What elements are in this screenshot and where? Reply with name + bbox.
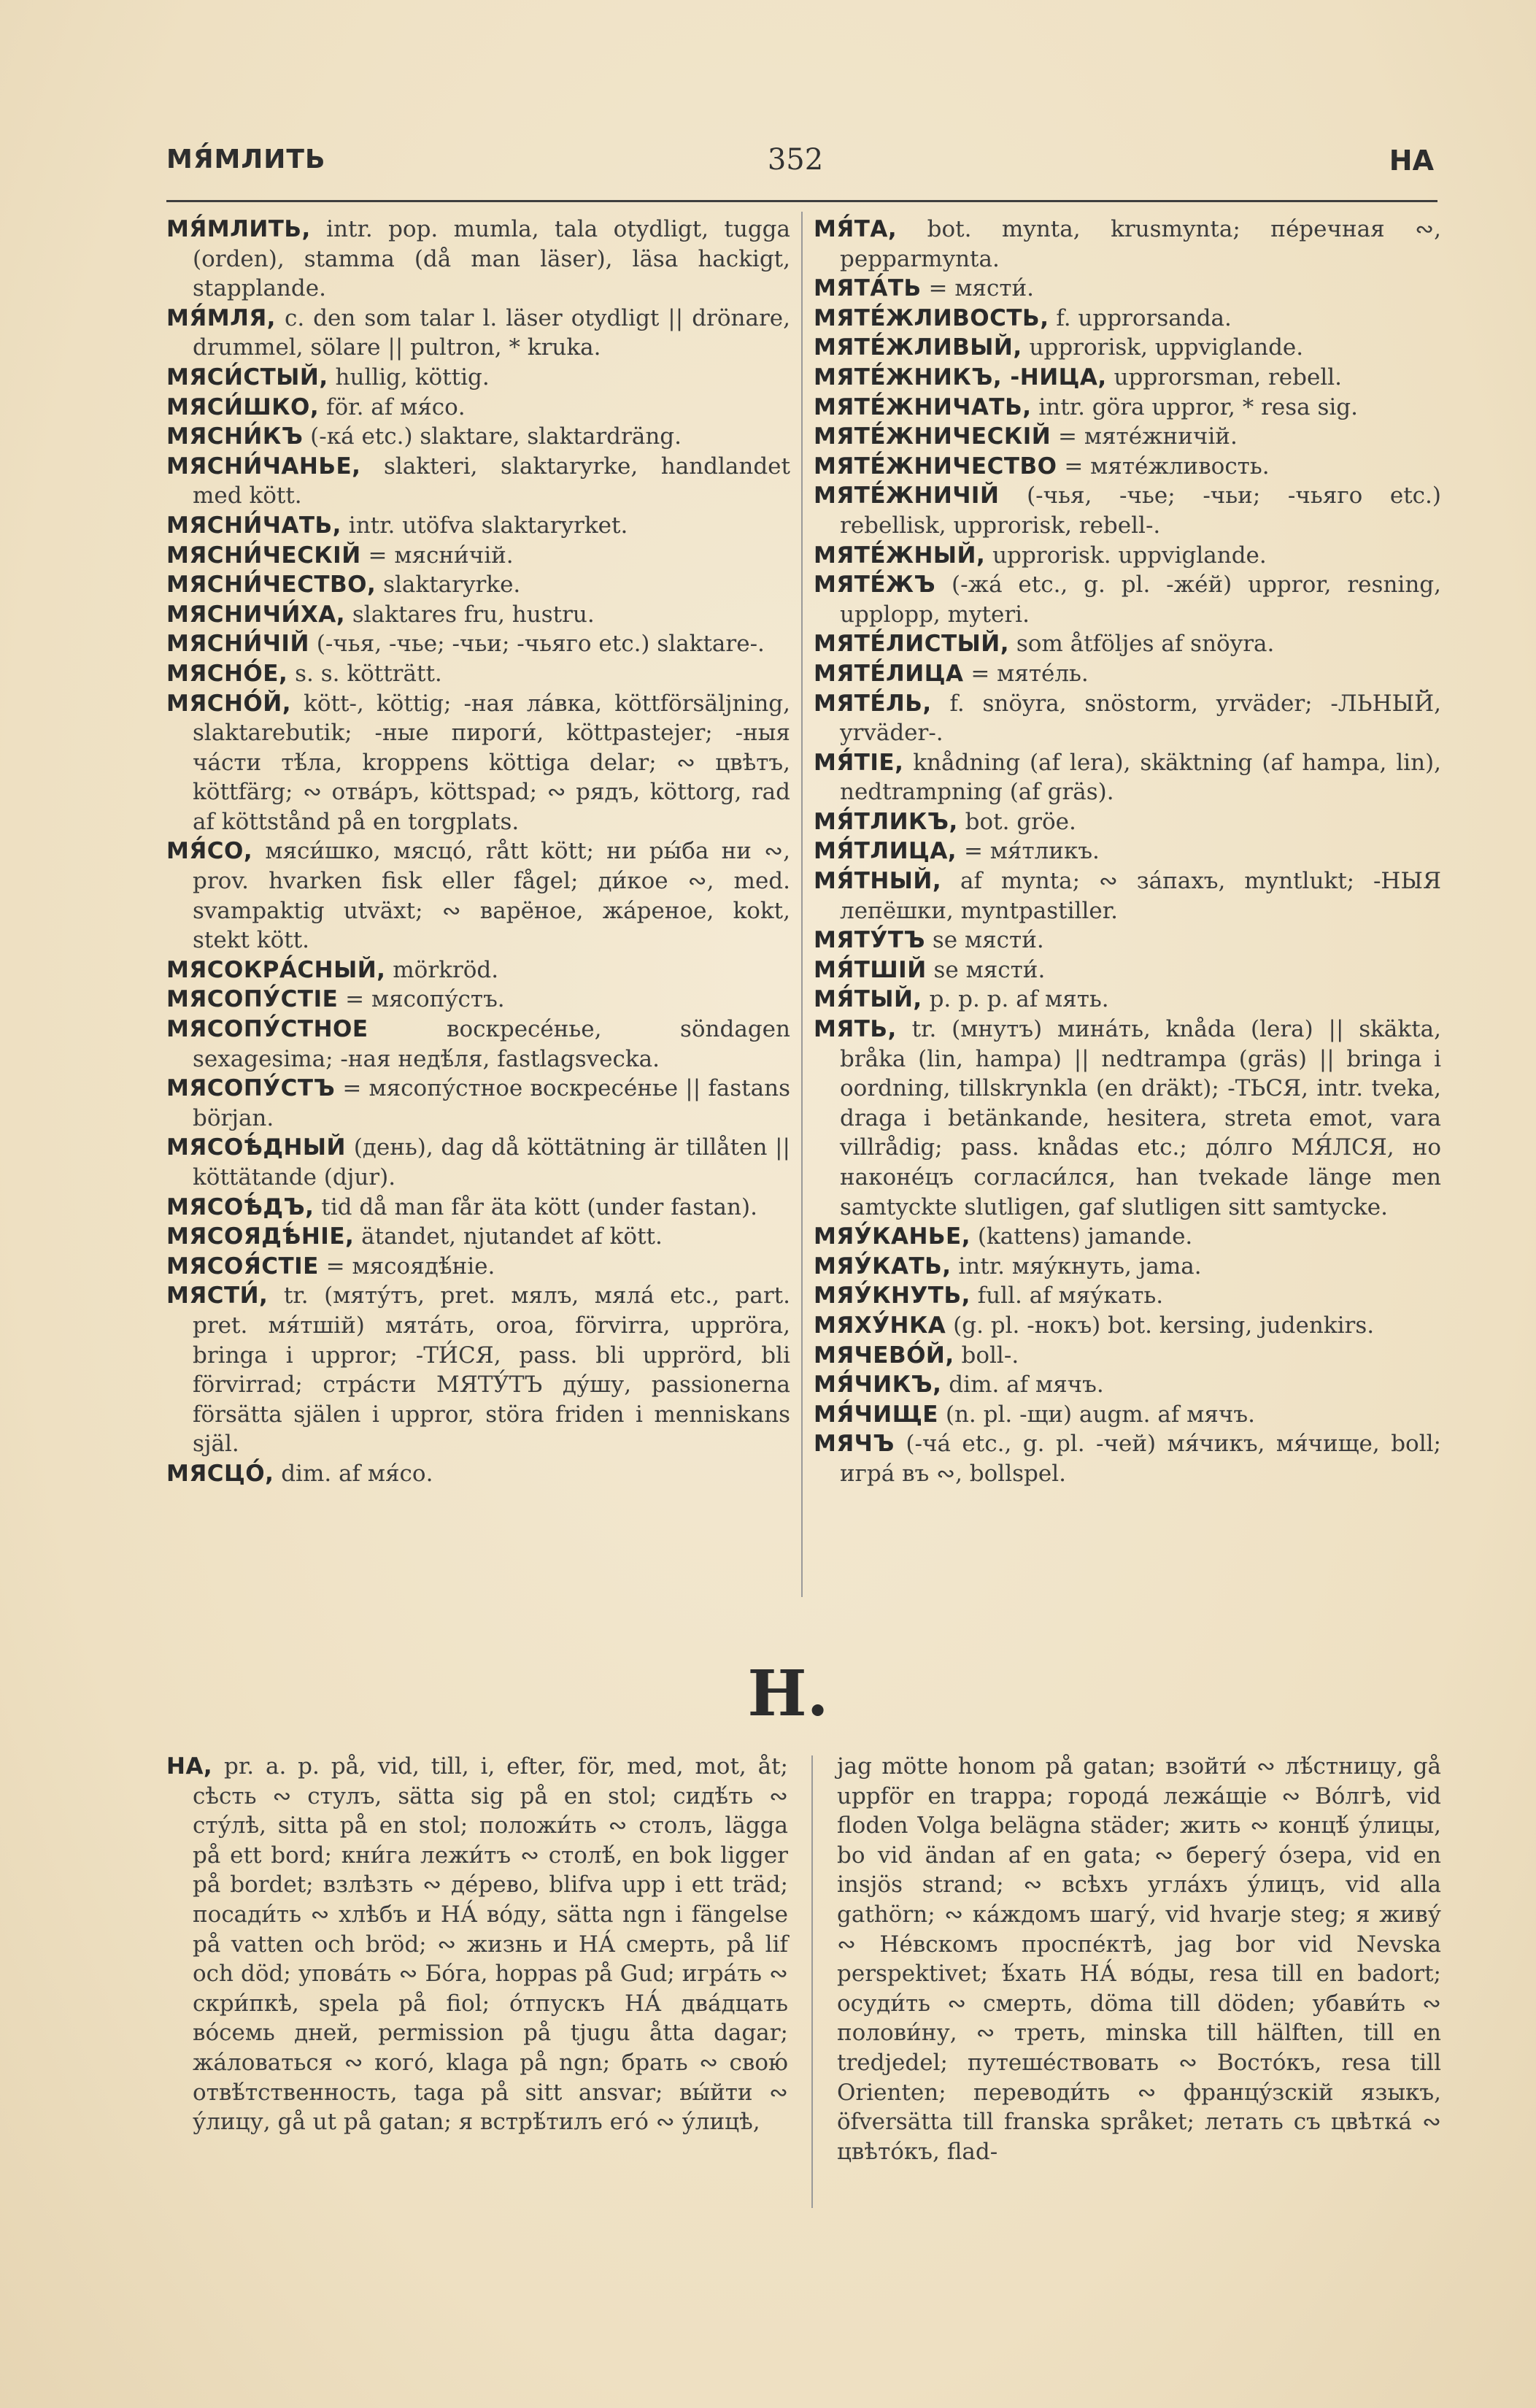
dictionary-entry — [814, 570, 1441, 629]
entry-headword: МЯТУ́ТЪ — [814, 927, 926, 954]
entry-headword: МЯТЕ́ЛИЦА — [814, 660, 964, 687]
entry-headword: МЯТЕ́ЖНИЧЕСКІЙ — [814, 423, 1051, 450]
entry-definition: af mynta; ∾ за́пахъ, myntlukt; -НЫЯ лепёшки, myntpastiller. — [840, 868, 1441, 924]
entry-definition: slaktaryrke. — [376, 572, 521, 599]
entry-definition: pr. a. p. på, vid, till, i, efter, för, med, mot, åt; сѣсть ∾ стулъ, sätta sig på en stol; сидѣ́ть ∾ сту́лѣ, sitta på en stol; положи́ть ∾ столъ, lägga på ett bord; кни́га лежи́тъ ∾ столѣ́, en bok ligger på bordet; взлѣзть ∾ де́рево, blifva upp i ett träd; посади́ть ∾ хлѣбъ и НА́ во́ду, sätta ngn i fängelse på vatten och bröd; ∾ жизнь и НА́ смерть, på lif och död; упова́ть ∾ Бо́га, hoppas på Gud; игра́ть ∾ скри́пкѣ, spela på fiol; о́тпускъ НА́ два́дцать во́семь дней, permission på tjugu åtta dagar; жа́ловаться ∾ кого́, klaga på ngn; брать ∾ свою́ отвѣ́тственность, taga på sitt ansvar; вы́йти ∾ у́лицу, gå ut på gatan; я встрѣ́тилъ его́ ∾ у́лицѣ, — [193, 1753, 788, 2136]
entry-headword: МЯ́ТНЫЙ, — [814, 868, 942, 895]
entry-definition: ätandet, njutandet af kött. — [354, 1223, 663, 1250]
dictionary-entry — [814, 926, 1441, 955]
entry-headword: МЯСНО́Й, — [166, 690, 291, 717]
header-rule — [166, 200, 1437, 202]
entry-definition: tid då man får äta kött (under fastan). — [314, 1193, 757, 1220]
entry-headword: МЯСОѢ́ДНЫЙ — [166, 1134, 346, 1161]
entry-headword: МЯСИ́СТЫЙ, — [166, 363, 328, 391]
entry-headword: МЯСОѢ́ДЪ, — [166, 1193, 314, 1220]
entry-definition: (-чья, -чье; -чьи; -чьяго etc.) rebellisk, upprorisk, rebell-. — [840, 482, 1441, 539]
dictionary-entry — [166, 659, 790, 689]
dictionary-entry — [166, 452, 790, 511]
dictionary-entry — [814, 422, 1441, 452]
dictionary-entry — [166, 1222, 790, 1252]
entry-headword: МЯТЕ́ЖЛИВОСТЬ, — [814, 304, 1049, 331]
entry-headword: МЯТЕ́ЖНИЧЕСТВО — [814, 453, 1057, 480]
dictionary-entry — [814, 689, 1441, 748]
entry-definition: knådning (af lera), skäktning (af hampa, lin), nedtrampning (af gräs). — [840, 749, 1441, 806]
entry-definition: = мясопу́стъ. — [338, 986, 505, 1013]
section-letter: Н. — [747, 1657, 829, 1731]
entry-headword: МЯ́ТЫЙ, — [814, 986, 922, 1013]
entry-definition: = мяте́жничій. — [1051, 423, 1238, 450]
entry-definition: f. upprorsanda. — [1049, 304, 1232, 331]
entry-headword: МЯСЦО́, — [166, 1460, 274, 1487]
dictionary-entry — [814, 629, 1441, 659]
dictionary-entry — [814, 985, 1441, 1015]
dictionary-entry — [814, 748, 1441, 807]
dictionary-entry — [166, 304, 790, 363]
entry-headword: МЯСТИ́, — [166, 1282, 269, 1309]
entry-headword: МЯУ́КНУТЬ, — [814, 1282, 970, 1309]
dictionary-entry — [166, 570, 790, 600]
na-right-column — [837, 1752, 1441, 2166]
entry-headword: МЯТЕ́ЖНЫЙ, — [814, 542, 986, 569]
dictionary-entry — [814, 1222, 1441, 1252]
dictionary-entry — [814, 333, 1441, 363]
entry-definition: dim. af мя́со. — [274, 1460, 433, 1487]
entry-definition: (kattens) jamande. — [970, 1223, 1193, 1250]
running-head-left: МЯ́МЛИТЬ — [166, 145, 326, 174]
dictionary-entry — [814, 836, 1441, 866]
entry-definition: upprorisk, uppviglande. — [1022, 334, 1304, 361]
right-column — [814, 215, 1441, 1489]
page-number: 352 — [767, 143, 824, 177]
entry-definition: = мясоядѣ́ніе. — [318, 1253, 495, 1280]
entry-definition: c. den som talar l. läser otydligt || drönare, drummel, sölare || pultron, * kruka. — [193, 304, 790, 361]
dictionary-entry — [166, 629, 790, 659]
entry-headword: МЯТА́ТЬ — [814, 275, 922, 302]
entry-headword: МЯТЕ́ЛЬ, — [814, 690, 932, 717]
entry-headword: МЯТЕ́ЖЪ — [814, 572, 936, 599]
entry-headword: МЯСНИ́КЪ — [166, 423, 304, 450]
entry-definition: s. s. kötträtt. — [287, 660, 442, 687]
entry-definition: bot. gröe. — [957, 808, 1076, 835]
entry-definition: (-ка́ etc.) slaktare, slaktardräng. — [303, 423, 682, 450]
entry-headword: МЯ́ЧИКЪ, — [814, 1372, 942, 1399]
dictionary-entry — [166, 215, 790, 304]
dictionary-entry — [166, 511, 790, 541]
dictionary-entry — [814, 1015, 1441, 1222]
entry-definition: som åtföljes af snöyra. — [1008, 631, 1275, 658]
dictionary-entry — [814, 1429, 1441, 1488]
entry-definition: воскресе́нье, söndagen sexagesima; -ная недѣ́ля, fastlagsvecka. — [193, 1016, 790, 1072]
entry-headword: МЯСОПУ́СТЪ — [166, 1075, 336, 1102]
entry-definition: hullig, köttig. — [328, 363, 490, 391]
entry-headword: МЯСОПУ́СТІЕ — [166, 986, 339, 1013]
dictionary-entry — [814, 274, 1441, 304]
entry-headword: МЯСНИ́ЧЕСТВО, — [166, 572, 377, 599]
entry-headword: МЯСИ́ШКО, — [166, 393, 320, 420]
entry-definition: (день), dag då köttätning är tillåten || köttätande (djur). — [193, 1134, 790, 1190]
dictionary-entry — [814, 1281, 1441, 1311]
entry-definition: = мяте́жливость. — [1057, 453, 1270, 480]
na-left-column — [166, 1752, 788, 2137]
entry-definition: upprorsman, rebell. — [1106, 363, 1343, 391]
entry-headword: МЯСНИ́ЧАТЬ, — [166, 512, 341, 539]
entry-definition: мяси́шко, мясцо́, rått kött; ни ры́ба ни ∾, prov. hvarken fisk eller fågel; ди́кое ∾, med. svampaktig utväxt; ∾ варёное, жа́реное, kokt, stekt kött. — [193, 838, 790, 954]
column-divider-lower — [811, 1755, 813, 2208]
dictionary-entry — [166, 1752, 788, 2137]
dictionary-entry — [814, 215, 1441, 274]
dictionary-entry — [166, 1074, 790, 1133]
entry-definition: se мясти́. — [926, 956, 1046, 983]
entry-definition: bot. mynta, krusmynta; пе́речная ∾, pepparmynta. — [840, 216, 1441, 272]
entry-headword: МЯХУ́НКА — [814, 1312, 946, 1339]
entry-definition: boll-. — [954, 1342, 1019, 1369]
dictionary-entry — [814, 481, 1441, 540]
dictionary-entry — [166, 1193, 790, 1223]
entry-headword: МЯСОЯДѢ́НІЕ, — [166, 1223, 355, 1250]
entry-headword: МЯ́МЛИТЬ, — [166, 216, 311, 242]
entry-definition: = мяте́ль. — [963, 660, 1089, 687]
dictionary-entry — [166, 541, 790, 571]
entry-headword: МЯУ́КАТЬ, — [814, 1253, 952, 1280]
entry-definition: intr. göra uppror, * resa sig. — [1031, 393, 1359, 420]
entry-headword: МЯ́ТШІЙ — [814, 956, 927, 983]
entry-definition: dim. af мячъ. — [941, 1372, 1104, 1399]
entry-headword: МЯСОЯ́СТІЕ — [166, 1253, 319, 1280]
entry-headword: МЯЧЕВО́Й, — [814, 1342, 954, 1369]
entry-headword: МЯТЕ́ЖНИЧАТЬ, — [814, 393, 1032, 420]
dictionary-entry — [166, 422, 790, 452]
entry-headword: МЯ́ТЛИКЪ, — [814, 808, 958, 835]
entry-headword: МЯТЕ́ЖНИКЪ, -НИЦА, — [814, 363, 1107, 391]
dictionary-entry — [166, 1459, 790, 1489]
entry-headword: МЯСНИЧИ́ХА, — [166, 601, 346, 628]
entry-headword: МЯ́МЛЯ, — [166, 304, 276, 331]
entry-definition: intr. utöfva slaktaryrket. — [341, 512, 628, 539]
dictionary-entry — [166, 985, 790, 1015]
entry-definition: för. af мя́со. — [319, 393, 466, 420]
entry-headword: МЯЧЪ — [814, 1431, 895, 1458]
entry-headword: МЯТЕ́ЛИСТЫЙ, — [814, 631, 1009, 658]
dictionary-entry — [166, 363, 790, 393]
dictionary-entry — [814, 807, 1441, 837]
column-divider — [801, 212, 803, 1597]
entry-definition: = мясни́чій. — [360, 542, 514, 569]
entry-headword: МЯТЬ, — [814, 1016, 897, 1043]
entry-definition: (n. pl. -щи) augm. af мячъ. — [938, 1401, 1255, 1428]
entry-definition: intr. мяу́кнуть, jama. — [951, 1253, 1202, 1280]
dictionary-entry — [814, 363, 1441, 393]
dictionary-entry — [814, 659, 1441, 689]
entry-headword: МЯСОПУ́СТНОЕ — [166, 1016, 368, 1043]
entry-definition: jag mötte honom på gatan; взойти́ ∾ лѣ́стницу, gå uppför en trappa; города́ лежа́щіе ∾ Во́лгѣ, vid floden Volga belägna städer; жить ∾ концѣ́ у́лицы, bo vid ändan af en gata; ∾ берегу́ о́зера, vid en insjös strand; ∾ всѣхъ угла́хъ у́лицъ, vid alla gathörn; ∾ ка́ждомъ шагу́, vid hvarje steg; я живу́ ∾ Не́вскомъ проспе́ктѣ, jag bor vid Nevska perspektivet; ѣ́хать НА́ во́ды, resa till en badort; осуди́ть ∾ смерть, döma till döden; убави́ть ∾ полови́ну, ∾ треть, minska till hälften, till en tredjedel; путеше́ствовать ∾ Восто́къ, resa till Orienten; переводи́ть ∾ францу́зскій языкъ, öfversätta till franska språket; летать съ цвѣтка́ ∾ цвѣто́къ, flad- — [837, 1753, 1441, 2165]
entry-definition: slaktares fru, hustru. — [345, 601, 595, 628]
dictionary-entry — [166, 1252, 790, 1282]
dictionary-entry — [814, 1252, 1441, 1282]
entry-headword: МЯТЕ́ЖНИЧІЙ — [814, 482, 1000, 509]
entry-headword: МЯ́ТА, — [814, 216, 898, 242]
entry-definition: p. p. p. af мять. — [922, 986, 1109, 1013]
entry-definition: full. af мяу́кать. — [970, 1282, 1164, 1309]
entry-headword: МЯСНИ́ЧІЙ — [166, 631, 309, 658]
dictionary-entry — [814, 955, 1441, 985]
dictionary-entry — [166, 1281, 790, 1459]
entry-headword: МЯСНО́Е, — [166, 660, 288, 687]
dictionary-entry — [166, 689, 790, 837]
entry-headword: МЯУ́КАНЬЕ, — [814, 1223, 970, 1250]
entry-definition: slakteri, slaktaryrke, handlandet med kött. — [193, 453, 790, 509]
dictionary-entry — [166, 955, 790, 985]
dictionary-entry — [166, 393, 790, 423]
dictionary-entry — [166, 1133, 790, 1192]
dictionary-entry — [814, 1341, 1441, 1371]
dictionary-entry — [837, 1752, 1441, 2166]
entry-headword: МЯ́ТІЕ, — [814, 749, 904, 776]
entry-headword: МЯТЕ́ЖЛИВЫЙ, — [814, 334, 1022, 361]
entry-definition: = мясти́. — [921, 275, 1035, 302]
entry-definition: = мя́тликъ. — [957, 838, 1100, 865]
dictionary-entry — [814, 541, 1441, 571]
entry-definition: tr. (мяту́тъ, pret. мялъ, мяла́ etc., part. pret. мя́тшій) мята́ть, oroa, förvirra, uppröra, bringa i uppror; -ТИ́СЯ, pass. bli upprörd, bli förvirrad; стра́сти МЯТУ́ТЪ ду́шу, passionerna försätta själen i uppror, störa friden i menniskans själ. — [193, 1282, 790, 1458]
entry-definition: kött-, köttig; -ная ла́вка, köttförsäljning, slaktarebutik; -ные пироги́, köttpastejer; -ныя ча́сти тѣ́ла, kroppens köttiga delar; ∾ цвѣтъ, köttfärg; ∾ отва́ръ, köttspad; ∾ рядъ, köttorg, rad af köttstånd på en torgplats. — [193, 690, 790, 835]
entry-definition: mörkröd. — [385, 956, 499, 983]
left-column — [166, 215, 790, 1489]
running-head-right: НА — [1389, 145, 1434, 177]
entry-definition: (-ча́ etc., g. pl. -чей) мя́чикъ, мя́чище, boll; игра́ въ ∾, bollspel. — [840, 1431, 1441, 1487]
entry-definition: tr. (мнутъ) мина́ть, knåda (lera) || skäkta, bråka (lin, hampa) || nedtrampa (gräs) || bringa i oordning, tillskrynkla (en dräkt); -ТЬСЯ, intr. tveka, draga i betänkande, hesitera, streta emot, vara villrådig; pass. knådas etc.; до́лго МЯ́ЛСЯ, но наконе́цъ согласи́лся, han tvekade länge men samtyckte slutligen, gaf slutligen sitt samtycke. — [840, 1016, 1441, 1220]
entry-headword: МЯСНИ́ЧАНЬЕ, — [166, 453, 361, 480]
dictionary-entry — [814, 1370, 1441, 1400]
dictionary-entry — [814, 304, 1441, 334]
entry-definition: = мясопу́стное воскресе́нье || fastans början. — [193, 1075, 790, 1131]
entry-headword: МЯ́СО, — [166, 838, 253, 865]
dictionary-entry — [166, 836, 790, 955]
entry-definition: upprorisk. uppviglande. — [985, 542, 1267, 569]
entry-definition: (-жа́ etc., g. pl. -же́й) uppror, resning, upplopp, myteri. — [840, 572, 1441, 628]
entry-definition: se мясти́. — [925, 927, 1044, 954]
entry-headword: МЯСОКРА́СНЫЙ, — [166, 956, 386, 983]
dictionary-entry — [814, 1400, 1441, 1430]
dictionary-entry — [814, 866, 1441, 926]
entry-headword: МЯСНИ́ЧЕСКІЙ — [166, 542, 361, 569]
entry-definition: (-чья, -чье; -чьи; -чьяго etc.) slaktare-. — [309, 631, 765, 658]
dictionary-entry — [814, 393, 1441, 423]
entry-headword: МЯ́ЧИЩЕ — [814, 1401, 938, 1428]
entry-definition: intr. pop. mumla, tala otydligt, tugga (orden), stamma (då man läser), läsa hackigt, stapplande. — [193, 216, 790, 302]
dictionary-entry — [166, 1015, 790, 1074]
entry-headword: НА, — [166, 1753, 213, 1780]
entry-definition: f. snöyra, snöstorm, yrväder; -ЛЬНЫЙ, yrväder-. — [840, 690, 1441, 747]
dictionary-entry — [166, 600, 790, 630]
entry-headword: МЯ́ТЛИЦА, — [814, 838, 957, 865]
entry-definition: (g. pl. -нокъ) bot. kersing, judenkirs. — [946, 1312, 1375, 1339]
dictionary-entry — [814, 1311, 1441, 1341]
dictionary-entry — [814, 452, 1441, 482]
